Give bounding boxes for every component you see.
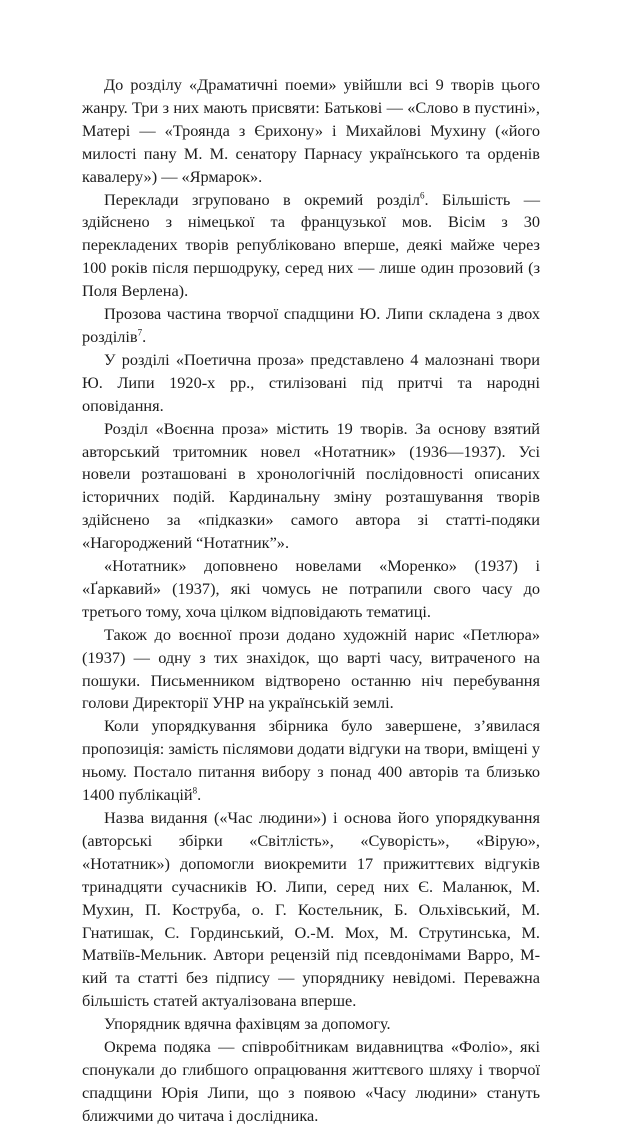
paragraph-petliura bbox=[82, 624, 540, 716]
paragraph-special-thanks bbox=[82, 1036, 540, 1128]
footnote-marker[interactable]: 6 bbox=[420, 190, 425, 201]
paragraph-reviews bbox=[82, 807, 540, 1013]
paragraph-text: Упорядник вдячна фахівцям за допомогу. bbox=[104, 1014, 391, 1034]
paragraph-text: Прозова частина творчої спадщини Ю. Липи складена з двох розділів bbox=[82, 304, 540, 346]
paragraph-text: До розділу «Драматичні поеми» увійшли всі 9 творів цього жанру. Три з них мають присвяти: Батькові — «Слово в пустині», Матері — «Троянда з Єрихону» і Михайлові Мухину («його милості пану М. М. сенатору Парнасу українського та орденів кавалеру») — «Ярмарок». bbox=[82, 75, 540, 186]
paragraph-text-tail: . bbox=[197, 785, 202, 805]
paragraph-poetic-prose bbox=[82, 349, 540, 418]
paragraph-text: Назва видання («Час людини») і основа його упорядкування (авторські збірки «Світлість», «Суворість», «Вірую», «Нотатник») допомогли виокремити 17 прижиттєвих відгуків тринадцяти сучасників Ю. Липи, серед них Є. Маланюк, М. Мухин, П. Коструба, о. Г. Костельник, Б. Ольхівський, М. Гнатишак, С. Гординський, О.-М. Мох, М. Струтинська, М. Матвіїв-Мельник. Автори рецензій під псевдонімами Варро, М-кий та статті без підпису — упоряднику невідомі. Переважна більшість статей актуалізована вперше. bbox=[82, 808, 540, 1011]
paragraph-text: Також до воєнної прози додано художній нарис «Петлюра» (1937) — одну з тих знахідок, що варті часу, витраченого на пошуки. Письменником відтворено останню ніч перебування голови Директорії УНР на українській землі. bbox=[82, 624, 540, 713]
footnote-marker[interactable]: 8 bbox=[192, 785, 198, 796]
paragraph-text-tail: . Більшість — здійснено з німецької та французької мов. Вісім з 30 перекладених творів републіковано вперше, деякі майже через 100 років після першодруку, серед них — лише один прозовий (з Поля Верлена). bbox=[82, 189, 540, 301]
footnote-marker[interactable]: 7 bbox=[137, 327, 143, 338]
paragraph-text: Коли упорядкування збірника було завершене, з’явилася пропозиція: замість післямови додати відгуки на твори, вміщені у ньому. Постало питання вибору з понад 400 авторів та близько 1400 публікацій bbox=[82, 716, 540, 805]
paragraph-text-tail: . bbox=[142, 326, 147, 346]
paragraph-text: Переклади згруповано в окремий розділ bbox=[104, 189, 421, 209]
paragraph-text: Окрема подяка — співробітникам видавництва «Фоліо», які спонукали до глибшого опрацювання життєвого шляху і творчої спадщини Юрія Липи, що з появою «Часу людини» стануть ближчими до читача і дослідника. bbox=[82, 1037, 540, 1125]
paragraph-war-prose bbox=[82, 418, 540, 555]
paragraph-dramatic-poems bbox=[82, 74, 540, 189]
paragraph-text: У розділі «Поетична проза» представлено 4 малознані твори Ю. Липи 1920-х рр., стилізовані під притчі та народні оповідання. bbox=[82, 349, 540, 415]
paragraph-text: «Нотатник» доповнено новелами «Моренко» (1937) і «Ґаркавий» (1937), які чомусь не потрапили свого часу до третього тому, хоча цілком відповідають тематиці. bbox=[82, 556, 540, 621]
paragraph-thanks bbox=[82, 1013, 540, 1036]
paragraph-prose-part bbox=[82, 303, 540, 349]
paragraph-translations bbox=[82, 189, 540, 304]
paragraph-notatnyk bbox=[82, 555, 540, 624]
paragraph-text: Розділ «Воєнна проза» містить 19 творів. За основу взятий авторський тритомник новел «Нотатник» (1936—1937). Усі новели розташовані в хронологічній послідовності описаних історичних подій. Кардинальну зміну розташування творів здійснено за «підказки» самого автора зі статті-подяки «Нагороджений “Нотатник”». bbox=[82, 418, 540, 553]
paragraph-afterword bbox=[82, 715, 540, 807]
